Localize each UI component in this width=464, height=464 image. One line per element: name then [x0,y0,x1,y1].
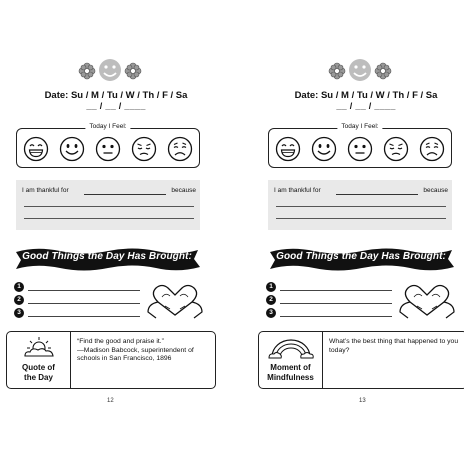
date-blanks[interactable]: __ / __ / ____ [86,101,146,111]
writing-line[interactable] [28,290,140,291]
neutral-face-icon[interactable] [347,136,373,162]
date-label: Date: Su / M / Tu / W / Th / F / Sa [294,90,438,101]
quote-box [6,331,216,389]
mindfulness-label-panel [259,332,323,388]
grinning-face-icon[interactable] [23,136,49,162]
date-blanks[interactable]: __ / __ / ____ [336,101,396,111]
writing-line[interactable] [276,206,446,207]
quote-title-line-2: the Day [24,373,53,382]
thankful-box [16,180,200,230]
banner [12,244,202,274]
number-badge: 3 [266,308,276,318]
sad-face-icon[interactable] [419,136,445,162]
mindfulness-title-line-2: Mindfulness [267,373,314,382]
writing-line[interactable] [280,303,392,304]
flower-smiley-decoration-icon [232,56,464,86]
feelings-label: Today I Feel: [85,123,130,130]
smiling-face-icon[interactable] [311,136,337,162]
page-number: 12 [107,398,114,404]
heart-hands-icon [398,282,456,320]
number-badge: 3 [14,308,24,318]
number-badge: 1 [266,282,276,292]
writing-line[interactable] [28,316,140,317]
right-page [232,0,464,464]
mindfulness-question: What’s the best thing that happened to you today? [329,338,459,354]
thankful-blank[interactable] [336,194,418,195]
mindfulness-title [259,363,322,383]
quote-line: “Find the good and praise it.” [77,338,164,345]
feelings-label: Today I Feel: [337,123,382,130]
writing-line[interactable] [276,218,446,219]
rainbow-icon [268,337,314,359]
quote-title-line-1: Quote of [22,363,55,372]
worried-face-icon[interactable] [131,136,157,162]
flower-smiley-decoration-icon [0,56,232,86]
sad-face-icon[interactable] [167,136,193,162]
because-label: because [423,187,448,194]
mindfulness-box [258,331,464,389]
number-badge: 2 [266,295,276,305]
feelings-faces [23,135,193,163]
thankful-box [268,180,452,230]
list-item [14,282,144,292]
date-label: Date: Su / M / Tu / W / Th / F / Sa [44,90,188,101]
heart-hands-icon [146,282,204,320]
because-label: because [171,187,196,194]
feelings-faces [275,135,445,163]
sun-cloud-icon [19,336,59,358]
writing-line[interactable] [24,206,194,207]
grinning-face-icon[interactable] [275,136,301,162]
quote-text [77,338,211,364]
smiling-face-icon[interactable] [59,136,85,162]
thankful-blank[interactable] [84,194,166,195]
banner [266,244,456,274]
feelings-box [16,123,200,168]
mindfulness-title-line-1: Moment of [270,363,311,372]
writing-line[interactable] [280,290,392,291]
worried-face-icon[interactable] [383,136,409,162]
mindfulness-prompt [329,338,463,355]
writing-line[interactable] [28,303,140,304]
thankful-label: I am thankful for [22,187,69,194]
writing-line[interactable] [24,218,194,219]
page-number: 13 [359,398,366,404]
banner-title: Good Things the Day Has Brought: [276,251,446,262]
feelings-box [268,123,452,168]
number-badge: 2 [14,295,24,305]
quote-attribution: —Madison Babcock, superintendent of schools in San Francisco, 1896 [77,346,194,363]
list-item [14,308,144,318]
quote-label-panel [7,332,71,388]
neutral-face-icon[interactable] [95,136,121,162]
quote-title [7,363,70,383]
list-item [266,308,396,318]
list-item [266,295,396,305]
number-badge: 1 [14,282,24,292]
list-item [266,282,396,292]
writing-line[interactable] [280,316,392,317]
banner-title: Good Things the Day Has Brought: [22,251,192,262]
list-item [14,295,144,305]
thankful-label: I am thankful for [274,187,321,194]
